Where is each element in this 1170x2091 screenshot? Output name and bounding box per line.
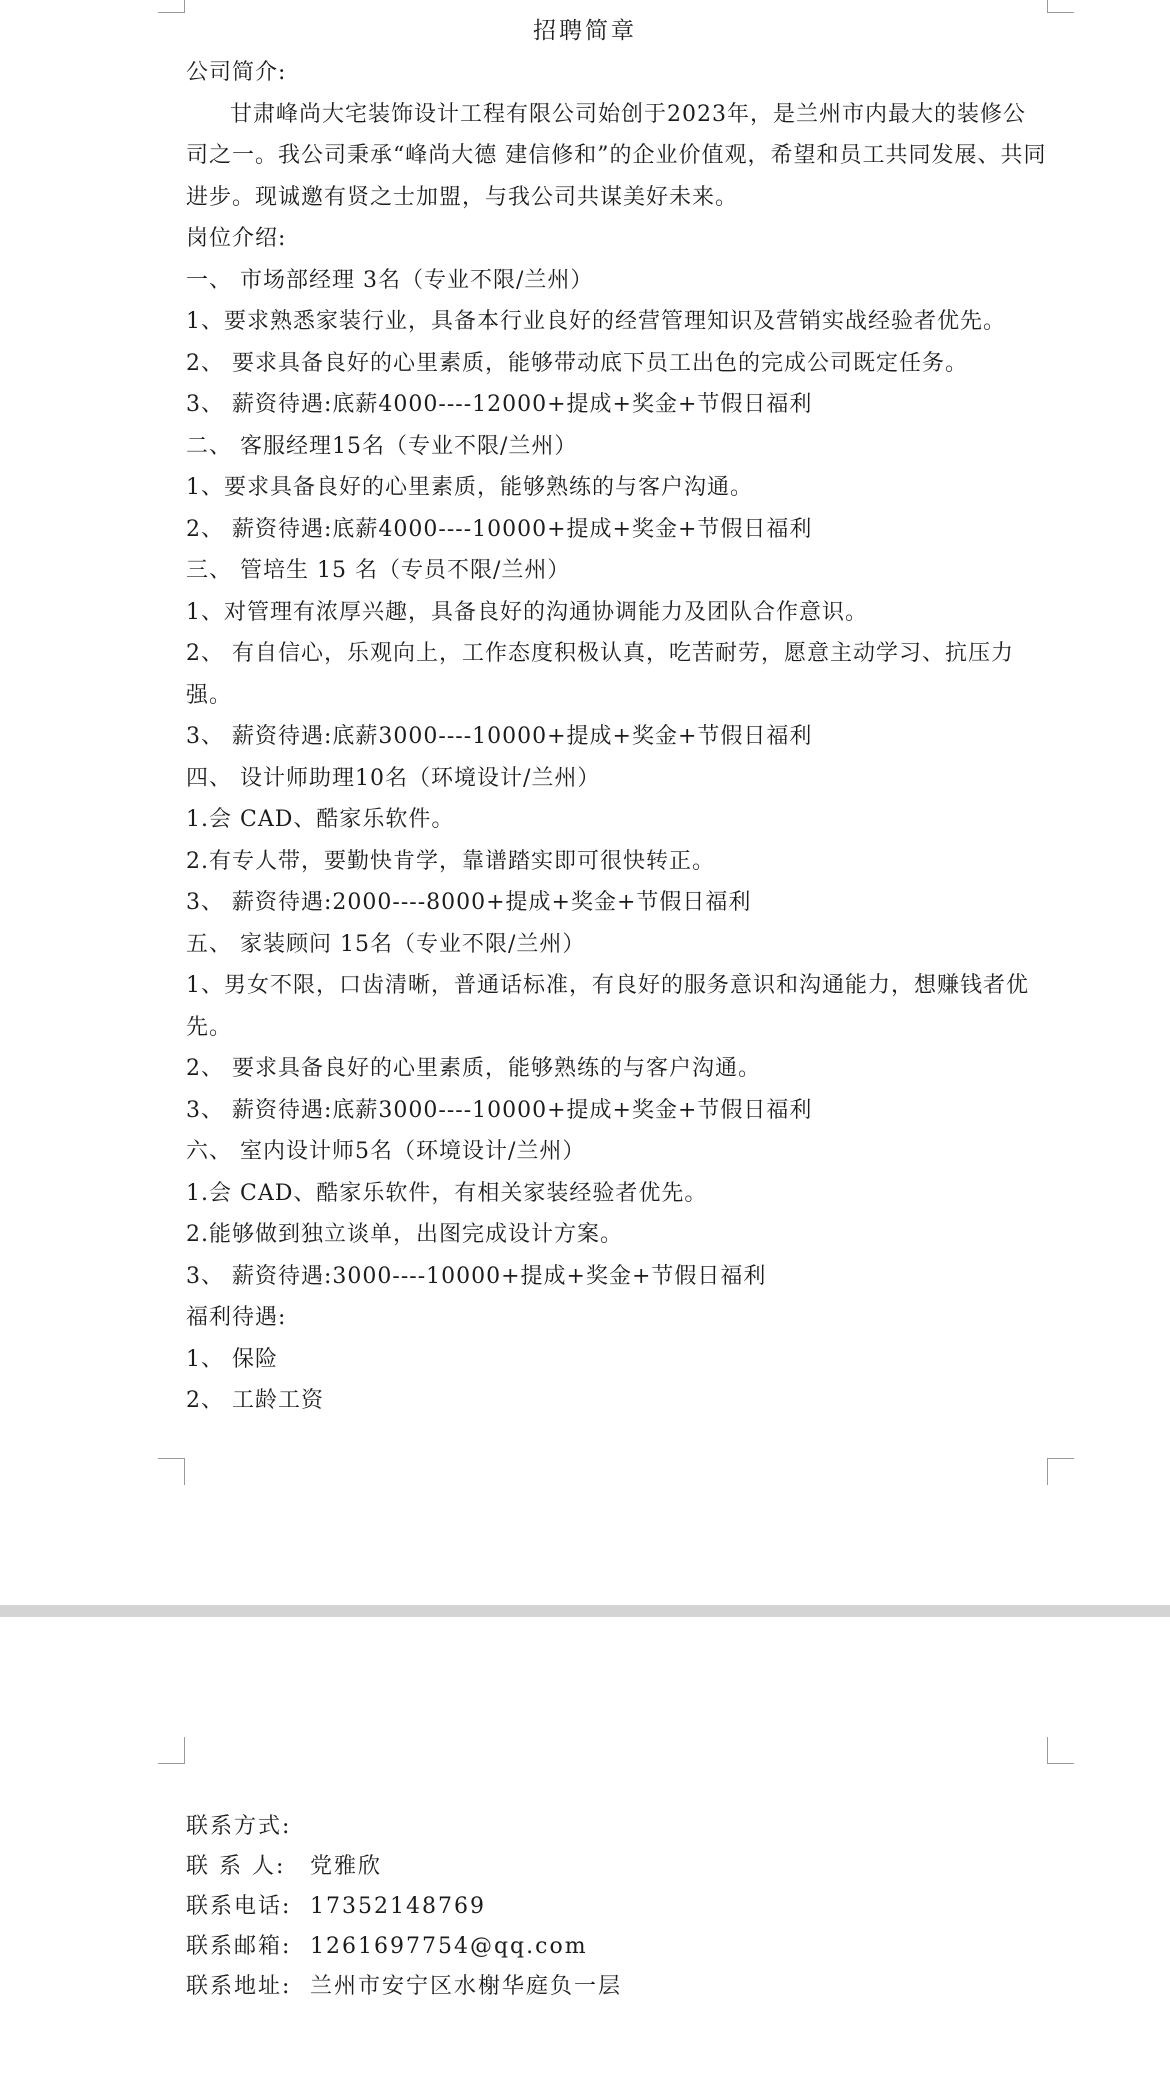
position-line: 2、 要求具备良好的心里素质，能够熟练的与客户沟通。 <box>186 1056 761 1081</box>
contact-person-row <box>186 1847 1048 1887</box>
benefit-item: 1、 保险 <box>186 1346 278 1372</box>
position-heading: 六、 室内设计师5名（环境设计/兰州） <box>186 1139 586 1164</box>
position-line: 2、 有自信心，乐观向上，工作态度积极认真，吃苦耐劳，愿意主动学习、抗压力强。 <box>186 641 1014 708</box>
contact-person-value: 党雅欣 <box>310 1854 383 1879</box>
document-title: 招聘简章 <box>533 18 637 44</box>
position-line: 1、男女不限，口齿清晰，普通话标准，有良好的服务意识和沟通能力，想赚钱者优先。 <box>186 973 1029 1040</box>
page-corner-mark <box>158 1737 185 1764</box>
page-separator <box>0 1605 1170 1617</box>
page-corner-mark <box>1047 1737 1074 1764</box>
contact-section <box>186 1807 1048 2007</box>
position-heading: 一、 市场部经理 3名（专业不限/兰州） <box>186 267 594 293</box>
contact-address-value: 兰州市安宁区水榭华庭负一层 <box>310 1974 623 1999</box>
benefit-item: 2、 工龄工资 <box>186 1388 324 1413</box>
position-line: 3、 薪资待遇:3000----10000+提成+奖金+节假日福利 <box>186 1263 767 1289</box>
contact-phone-value: 17352148769 <box>310 1894 486 1919</box>
position-heading: 二、 客服经理15名（专业不限/兰州） <box>186 433 578 459</box>
position-line: 2.能够做到独立谈单，出图完成设计方案。 <box>186 1222 623 1247</box>
position-line: 3、 薪资待遇:底薪3000----10000+提成+奖金+节假日福利 <box>186 724 813 749</box>
contact-email-label: 联系邮箱: <box>186 1934 292 1959</box>
contact-person-label: 联 系 人: <box>186 1854 286 1879</box>
position-line: 3、 薪资待遇:2000----8000+提成+奖金+节假日福利 <box>186 890 752 915</box>
position-line: 1、对管理有浓厚兴趣，具备良好的沟通协调能力及团队合作意识。 <box>186 599 868 625</box>
position-line: 1、要求具备良好的心里素质，能够熟练的与客户沟通。 <box>186 475 753 500</box>
position-line: 1.会 CAD、酷家乐软件。 <box>186 807 455 832</box>
benefits-heading: 福利待遇: <box>186 1305 287 1330</box>
contact-address-row <box>186 1967 1048 2007</box>
contact-phone-row <box>186 1887 1048 1927</box>
document-body <box>186 52 1048 1422</box>
positions-heading: 岗位介绍: <box>186 226 287 251</box>
intro-paragraph: 甘肃峰尚大宅装饰设计工程有限公司始创于2023年，是兰州市内最大的装修公司之一。我公司秉承“峰尚大德 建信修和”的企业价值观，希望和员工共同发展、共同进步。现诚邀有贤之士加盟，与我公司共谋美好未来。 <box>186 101 1047 210</box>
contact-email-row <box>186 1927 1048 1967</box>
position-heading: 三、 管培生 15 名（专员不限/兰州） <box>186 558 571 583</box>
intro-heading: 公司简介: <box>186 60 287 85</box>
position-line: 2.有专人带，要勤快肯学，靠谱踏实即可很快转正。 <box>186 848 715 874</box>
page-corner-mark <box>1047 1458 1074 1485</box>
document-page-2 <box>0 1617 1170 2091</box>
position-heading: 四、 设计师助理10名（环境设计/兰州） <box>186 765 601 791</box>
position-line: 2、 要求具备良好的心里素质，能够带动底下员工出色的完成公司既定任务。 <box>186 350 968 376</box>
contact-address-label: 联系地址: <box>186 1974 292 1999</box>
position-line: 2、 薪资待遇:底薪4000----10000+提成+奖金+节假日福利 <box>186 516 813 542</box>
position-heading: 五、 家装顾问 15名（专业不限/兰州） <box>186 931 586 957</box>
contact-phone-label: 联系电话: <box>186 1894 292 1919</box>
page-corner-mark <box>158 1458 185 1485</box>
position-line: 3、 薪资待遇:底薪4000----12000+提成+奖金+节假日福利 <box>186 392 813 417</box>
position-line: 1.会 CAD、酷家乐软件，有相关家装经验者优先。 <box>186 1180 708 1206</box>
contact-email-value: 1261697754@qq.com <box>310 1934 588 1959</box>
contact-heading: 联系方式: <box>186 1814 292 1839</box>
position-line: 1、要求熟悉家装行业，具备本行业良好的经营管理知识及营销实战经验者优先。 <box>186 309 1006 334</box>
position-line: 3、 薪资待遇:底薪3000----10000+提成+奖金+节假日福利 <box>186 1097 813 1123</box>
